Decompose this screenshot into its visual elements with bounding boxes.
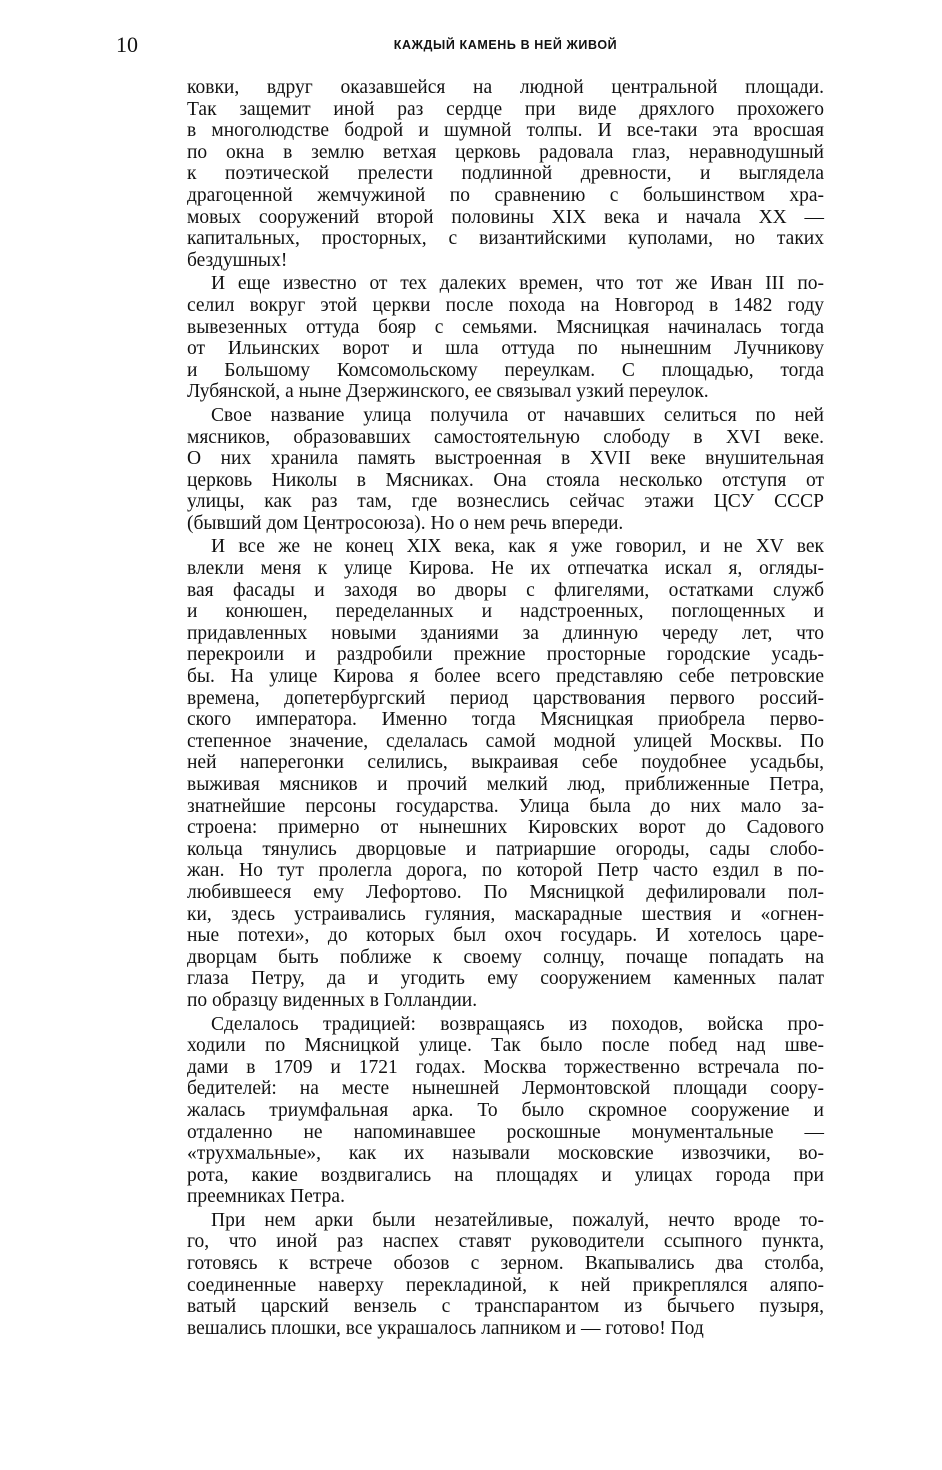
text-line: капитальных, просторных, с византийскими куполами, но таких [187, 228, 824, 250]
paragraph [187, 405, 824, 535]
text-line: дворцам быть поближе к своему солнцу, почаще попадать на [187, 946, 824, 968]
text-line: по образцу виденных в Голландии. [187, 989, 478, 1011]
text-line: жалась триумфальная арка. То было скромное сооружение и [187, 1099, 824, 1121]
text-line: «трухмальные», как их называли московские извозчики, во- [187, 1143, 824, 1165]
text-line: И все же не конец XIX века, как я уже говорил, и не XV век [211, 536, 824, 558]
page-number: 10 [116, 32, 138, 57]
text-line: и конюшен, переделанных и надстроенных, поглощенных и [187, 601, 824, 623]
text-line: времена, допетербургский период царствования первого россий- [187, 687, 824, 709]
text-line: готовясь к встрече обозов с зерном. Вкапывались два столба, [187, 1253, 824, 1275]
paragraph [187, 77, 824, 271]
text-line: от Ильинских ворот и шла оттуда по нынешним Лучникову [187, 338, 824, 360]
text-line: придавленных новыми зданиями за длинную череду лет, что [187, 622, 824, 644]
text-line: церковь Николы в Мясниках. Она стояла несколько отступя от [187, 469, 824, 491]
text-line: ходили по Мясницкой улице. Так было после побед над шве- [187, 1035, 824, 1057]
paragraph [187, 1014, 824, 1208]
paragraph [187, 536, 824, 1011]
text-line: мясников, образовавших самостоятельную слободу в XVI веке. [187, 426, 824, 448]
text-line: И еще известно от тех далеких времен, что тот же Иван III по- [211, 273, 824, 295]
text-line: При нем арки были незатейливые, пожалуй, нечто вроде то- [211, 1209, 824, 1231]
running-title: КАЖДЫЙ КАМЕНЬ В НЕЙ ЖИВОЙ [393, 38, 618, 52]
text-line: по окна в землю ветхая церковь радовала глаз, неравнодушный [187, 141, 824, 163]
text-line: преемниках Петра. [187, 1186, 345, 1208]
text-line: отдаленно не напоминавшее роскошные монументальные — [187, 1121, 824, 1143]
text-line: влекли меня к улице Кирова. Не их отпечатка искал я, огляды- [187, 558, 824, 580]
text-line: к поэтической прелести подлинной древности, и выглядела [187, 163, 824, 185]
text-line: (бывший дом Центросоюза). Но о нем речь впереди. [187, 512, 624, 534]
text-line: ватый царский вензель с транспарантом из бычьего пузыря, [187, 1296, 824, 1318]
text-line: ней наперегонки селились, выкраивая себе поудобнее усадьбы, [187, 752, 824, 774]
text-line: жан. Но тут пролегла дорога, по которой Петр часто ездил в по- [187, 860, 824, 882]
text-line: знатнейшие персоны государства. Улица была до них мало за- [187, 795, 824, 817]
text-line: ковки, вдруг оказавшейся на людной центральной площади. [187, 77, 824, 98]
paragraph [187, 1210, 824, 1340]
text-line: дами в 1709 и 1721 годах. Москва торжественно встречала по- [187, 1056, 824, 1078]
text-line: ные потехи», до которых был охоч государь. И хотелось царе- [187, 925, 824, 947]
text-line: вешались плошки, все украшалось лапником и — готово! Под [187, 1317, 704, 1339]
text-line: перекроили и раздробили прежние просторные городские усадь- [187, 644, 824, 666]
text-line: ского императора. Именно тогда Мясницкая приобрела перво- [187, 709, 824, 731]
text-line: соединенные наверху перекладиной, к ней прикреплялся аляпо- [187, 1274, 824, 1296]
text-line: бедителей: на месте нынешней Лермонтовской площади соору- [187, 1078, 824, 1100]
text-line: го, что иной раз наспех ставят руководители ссыпного пункта, [187, 1231, 824, 1253]
paragraph [187, 273, 824, 403]
text-line: любившееся ему Лефортово. По Мясницкой дефилировали пол- [187, 881, 824, 903]
text-line: строена: примерно от нынешних Кировских ворот до Садового [187, 817, 824, 839]
text-line: мовых сооружений второй половины XIX века и начала XX — [187, 206, 824, 228]
text-line: глаза Петру, да и угодить ему сооружением каменных палат [187, 968, 824, 990]
text-line: улицы, как раз там, где вознеслись сейчас этажи ЦСУ СССР [187, 491, 824, 513]
text-line: Свое название улица получила от начавших селиться по ней [211, 404, 824, 426]
text-line: Так защемит иной раз сердце при виде дряхлого прохожего [187, 98, 824, 120]
text-line: ки, здесь устраивались гуляния, маскарадные шествия и «огнен- [187, 903, 824, 925]
text-line: селил вокруг этой церкви после похода на Новгород в 1482 году [187, 294, 824, 316]
text-line: Сделалось традицией: возвращаясь из походов, войска про- [211, 1013, 824, 1035]
text-line: бы. На улице Кирова я более всего представляю себе петровские [187, 666, 824, 688]
text-line: и Большому Комсомольскому переулкам. С площадью, тогда [187, 359, 824, 381]
text-line: степенное значение, сделалась самой модной улицей Москвы. По [187, 730, 824, 752]
text-line: вая фасады и заходя во дворы с флигелями, остатками служб [187, 579, 824, 601]
text-line: кольца тянулись дворцовые и патриаршие огороды, сады слобо- [187, 838, 824, 860]
text-line: драгоценной жемчужиной по сравнению с большинством хра- [187, 184, 824, 206]
text-line: Лубянской, а ныне Дзержинского, ее связывал узкий переулок. [187, 381, 709, 403]
body-text [187, 77, 824, 1339]
text-line: О них хранила память выстроенная в XVII веке внушительная [187, 448, 824, 470]
text-line: выживая мясников и прочий мелкий люд, приближенные Петра, [187, 774, 824, 795]
text-line: вывезенных оттуда бояр с семьями. Мясницкая начиналась тогда [187, 316, 824, 338]
text-line: рота, какие воздвигались на площадях и улицах города при [187, 1164, 824, 1186]
text-line: бездушных! [187, 249, 288, 271]
text-line: в многолюдстве бодрой и шумной толпы. И все-таки эта вросшая [187, 120, 824, 142]
